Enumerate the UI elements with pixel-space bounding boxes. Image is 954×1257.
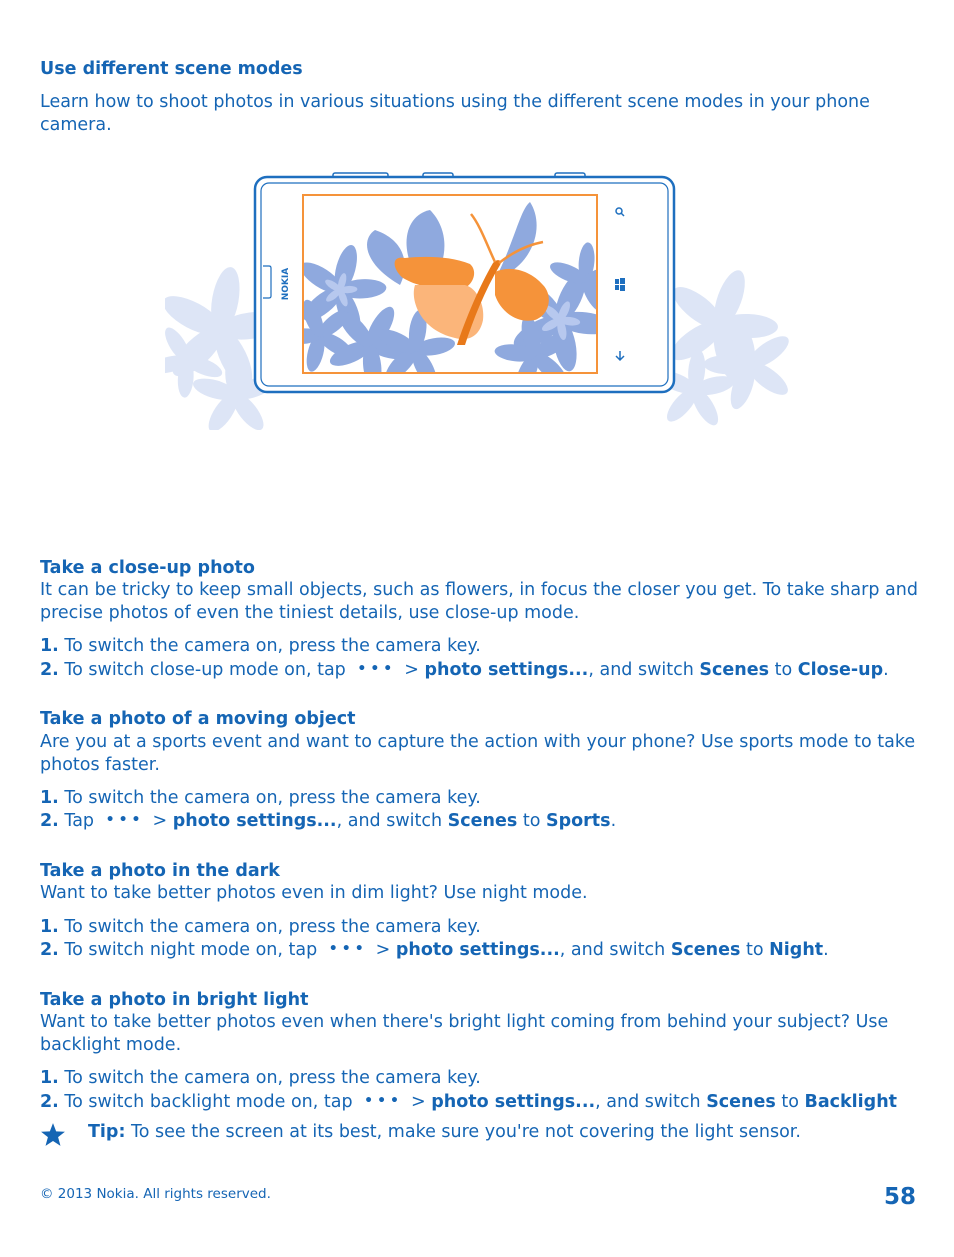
more-icon: ••• (328, 941, 368, 957)
step-1: 1. To switch the camera on, press the camera key. (40, 788, 481, 808)
step-1: 1. To switch the camera on, press the camera key. (40, 636, 481, 656)
phone-illustration (165, 170, 790, 430)
step-2: 2. To switch night mode on, tap ••• > photo settings..., and switch Scenes to Night. (40, 940, 829, 960)
copyright: © 2013 Nokia. All rights reserved. (40, 1186, 271, 1202)
more-icon: ••• (357, 661, 397, 677)
more-icon: ••• (364, 1093, 404, 1109)
tip: Tip: To see the screen at its best, make sure you're not covering the light sensor. (88, 1122, 801, 1142)
step-2: 2. Tap ••• > photo settings..., and switch Scenes to Sports. (40, 811, 617, 831)
section-title: Take a photo in the dark (40, 861, 280, 881)
intro-text: Learn how to shoot photos in various situations using the different scene modes in your phone camera. (40, 92, 870, 135)
more-icon: ••• (105, 812, 145, 828)
section-text: Are you at a sports event and want to capture the action with your phone? Use sports mode to take photos faster. (40, 732, 916, 775)
section-text: It can be tricky to keep small objects, such as flowers, in focus the closer you get. To take sharp and precise photos of even the tiniest details, use close-up mode. (40, 580, 918, 623)
star-icon (40, 1122, 66, 1148)
section-title: Take a photo in bright light (40, 990, 309, 1010)
section-text: Want to take better photos even when there's bright light coming from behind your subject? Use backlight mode. (40, 1012, 889, 1055)
intro-title: Use different scene modes (40, 59, 303, 79)
step-2: 2. To switch backlight mode on, tap ••• > photo settings..., and switch Scenes to Backlight (40, 1092, 898, 1112)
section-title: Take a photo of a moving object (40, 709, 356, 729)
step-2: 2. To switch close-up mode on, tap ••• > photo settings..., and switch Scenes to Close-up. (40, 660, 889, 680)
step-1: 1. To switch the camera on, press the camera key. (40, 1068, 481, 1088)
step-1: 1. To switch the camera on, press the camera key. (40, 917, 481, 937)
section-text: Want to take better photos even in dim light? Use night mode. (40, 883, 588, 903)
page-number: 58 (884, 1184, 917, 1210)
phone-brand: NOKIA (281, 267, 291, 301)
section-title: Take a close-up photo (40, 558, 255, 578)
